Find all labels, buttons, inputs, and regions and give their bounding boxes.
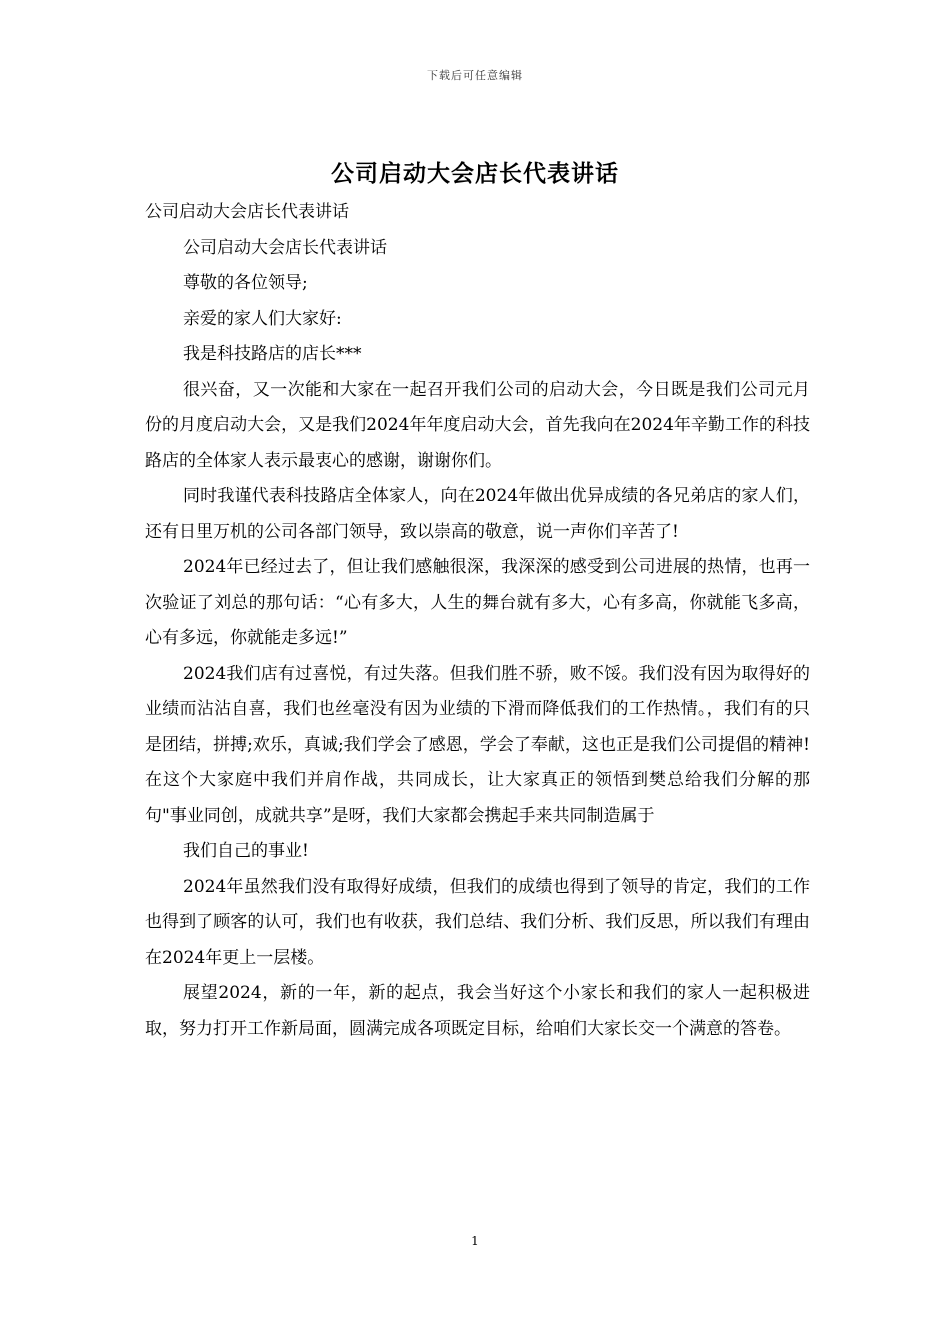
paragraph-thanks: 同时我谨代表科技路店全体家人，向在2024年做出优异成绩的各兄弟店的家人们，还有日里万机的公司各部门领导，致以崇高的敬意，说一声你们辛苦了! [145, 486, 810, 542]
page-number: 1 [471, 1234, 479, 1248]
paragraph-salutation-family: 亲爱的家人们大家好: [183, 308, 342, 329]
paragraph-repeat-title: 公司启动大会店长代表讲话 [183, 237, 387, 258]
paragraph-self-intro: 我是科技路店的店长*** [183, 344, 362, 364]
paragraph-store-review: 2024我们店有过喜悦，有过失落。但我们胜不骄，败不馁。我们没有因为取得好的业绩而沾沾自喜，我们也丝毫没有因为业绩的下滑而降低我们的工作热情。，我们有的只是团结，拼搏;欢乐，真诚;我们学会了感恩，学会了奉献，这也正是我们公司提倡的精神!在这个大家庭中我们并肩作战，共同成长，让大家真正的领悟到樊总给我们分解的那句"事业同创，成就共享”是呀，我们大家都会携起手来共同制造属于 [145, 663, 810, 826]
paragraph-reflection: 2024年已经过去了，但让我们感触很深，我深深的感受到公司进展的热情，也再一次验证了刘总的那句话：“心有多大，人生的舞台就有多大，心有多高，你就能飞多高，心有多远，你就能走多远!” [145, 557, 810, 648]
paragraph-salutation-leaders: 尊敬的各位领导; [183, 273, 308, 293]
paragraph-opening: 很兴奋，又一次能和大家在一起召开我们公司的启动大会，今日既是我们公司元月份的月度启动大会，又是我们2024年年度启动大会，首先我向在2024年辛勤工作的科技路店的全体家人表示最衷心的感谢，谢谢你们。 [145, 379, 810, 471]
paragraph-achievements: 2024年虽然我们没有取得好成绩，但我们的成绩也得到了领导的肯定，我们的工作也得到了顾客的认可，我们也有收获，我们总结、我们分析、我们反思，所以我们有理由在2024年更上一层楼。 [145, 876, 810, 968]
paragraph-subtitle: 公司启动大会店长代表讲话 [145, 202, 349, 222]
document-body [145, 195, 810, 1047]
paragraph-own-career: 我们自己的事业! [183, 841, 309, 861]
paragraph-outlook: 展望2024，新的一年，新的起点，我会当好这个小家长和我们的家人一起积极进取，努力打开工作新局面，圆满完成各项既定目标，给咱们大家长交一个满意的答卷。 [145, 983, 810, 1039]
header-note: 下载后可任意编辑 [427, 69, 523, 82]
document-title: 公司启动大会店长代表讲话 [331, 160, 619, 187]
